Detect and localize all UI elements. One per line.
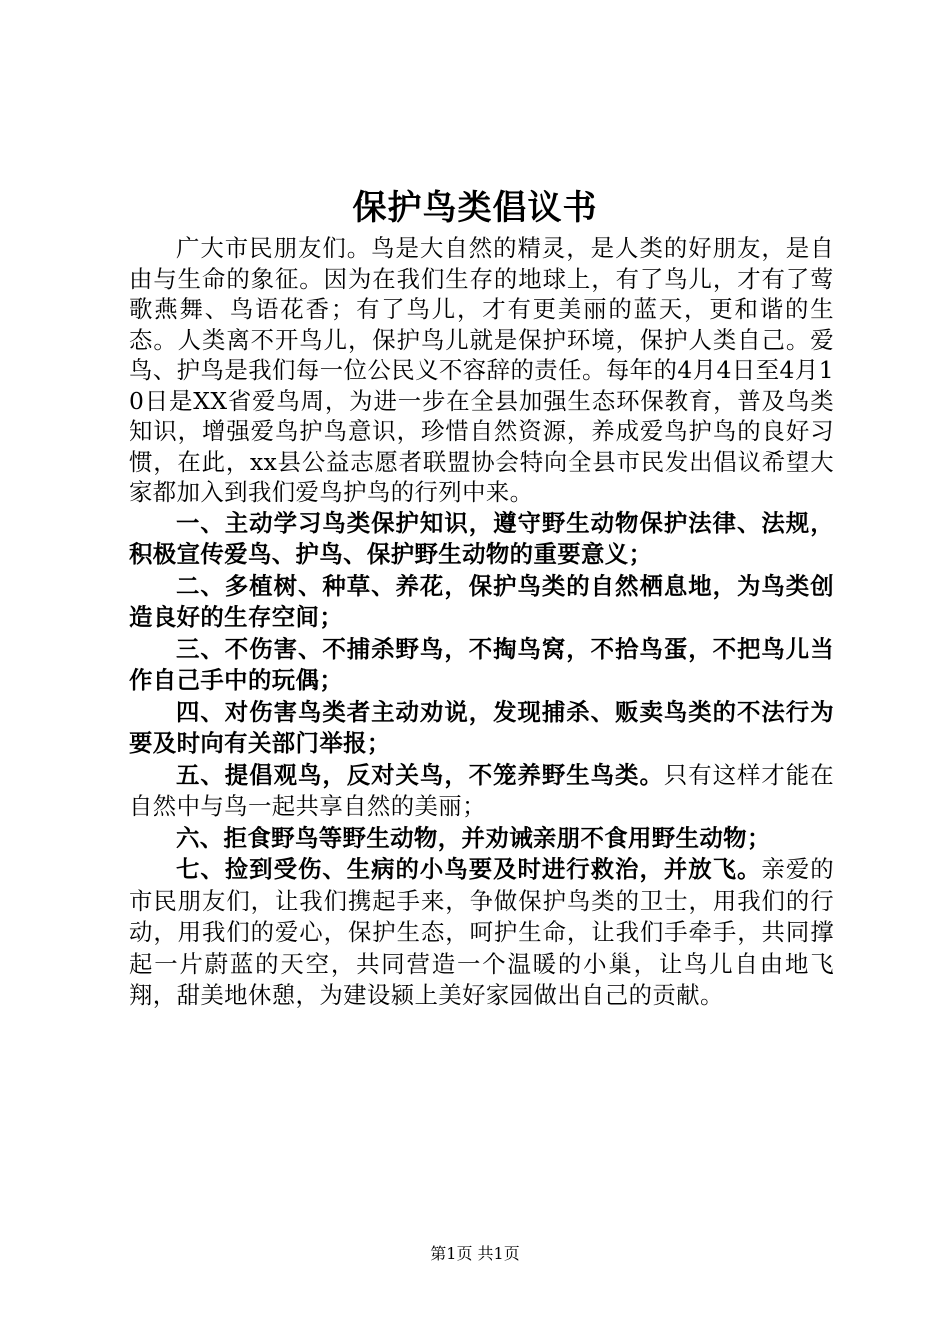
document-title: 保护鸟类倡议书	[352, 188, 598, 228]
proposal-item-6-bold: 六、拒食野鸟等野生动物，并劝诫亲朋不食用野生动物；	[176, 823, 771, 852]
proposal-item-4	[129, 697, 834, 760]
proposal-item-7-text: 亲爱的市民朋友们，让我们携起手来，争做保护鸟类的卫士，用我们的行动，用我们的爱心，保护生态，呵护生命，让我们手牵手，共同撑起一片蔚蓝的天空，共同营造一个温暖的小巢，让鸟儿自由地飞翔，甜美地休憩，为建设颍上美好家园做出自己的贡献。	[129, 855, 834, 1009]
proposal-item-3	[129, 634, 834, 697]
proposal-item-2	[129, 571, 834, 634]
proposal-item-7	[129, 854, 834, 1012]
proposal-item-5	[129, 760, 834, 823]
intro-paragraph: 广大市民朋友们。鸟是大自然的精灵，是人类的好朋友，是自由与生命的象征。因为在我们生存的地球上，有了鸟儿，才有了莺歌燕舞、鸟语花香；有了鸟儿，才有更美丽的蓝天，更和谐的生态。人类离不开鸟儿，保护鸟儿就是保护环境，保护人类自己。爱鸟、护鸟是我们每一位公民义不容辞的责任。每年的4月4日至4月10日是XX省爱鸟周，为进一步在全县加强生态环保教育，普及鸟类知识，增强爱鸟护鸟意识，珍惜自然资源，养成爱鸟护鸟的良好习惯，在此，xx县公益志愿者联盟协会特向全县市民发出倡议希望大家都加入到我们爱鸟护鸟的行列中来。	[129, 234, 834, 506]
document-body	[129, 233, 834, 1012]
proposal-item-1-bold: 一、主动学习鸟类保护知识，遵守野生动物保护法律、法规，积极宣传爱鸟、护鸟、保护野生动物的重要意义；	[129, 508, 834, 568]
proposal-item-6	[129, 823, 834, 855]
proposal-item-7-bold: 七、捡到受伤、生病的小鸟要及时进行救治，并放飞。	[176, 855, 762, 883]
page-number-footer: 第1页 共1页	[430, 1244, 520, 1263]
proposal-item-5-text: 只有这样才能在自然中与鸟一起共享自然的美丽；	[129, 760, 834, 820]
proposal-item-1	[129, 508, 834, 571]
proposal-item-3-bold: 三、不伤害、不捕杀野鸟，不掏鸟窝，不拾鸟蛋，不把鸟儿当作自己手中的玩偶；	[129, 634, 834, 694]
proposal-item-2-bold: 二、多植树、种草、养花，保护鸟类的自然栖息地，为鸟类创造良好的生存空间；	[129, 571, 834, 631]
proposal-item-4-bold: 四、对伤害鸟类者主动劝说，发现捕杀、贩卖鸟类的不法行为要及时向有关部门举报；	[129, 697, 834, 757]
proposal-item-5-bold: 五、提倡观鸟，反对关鸟，不笼养野生鸟类。	[176, 760, 664, 789]
